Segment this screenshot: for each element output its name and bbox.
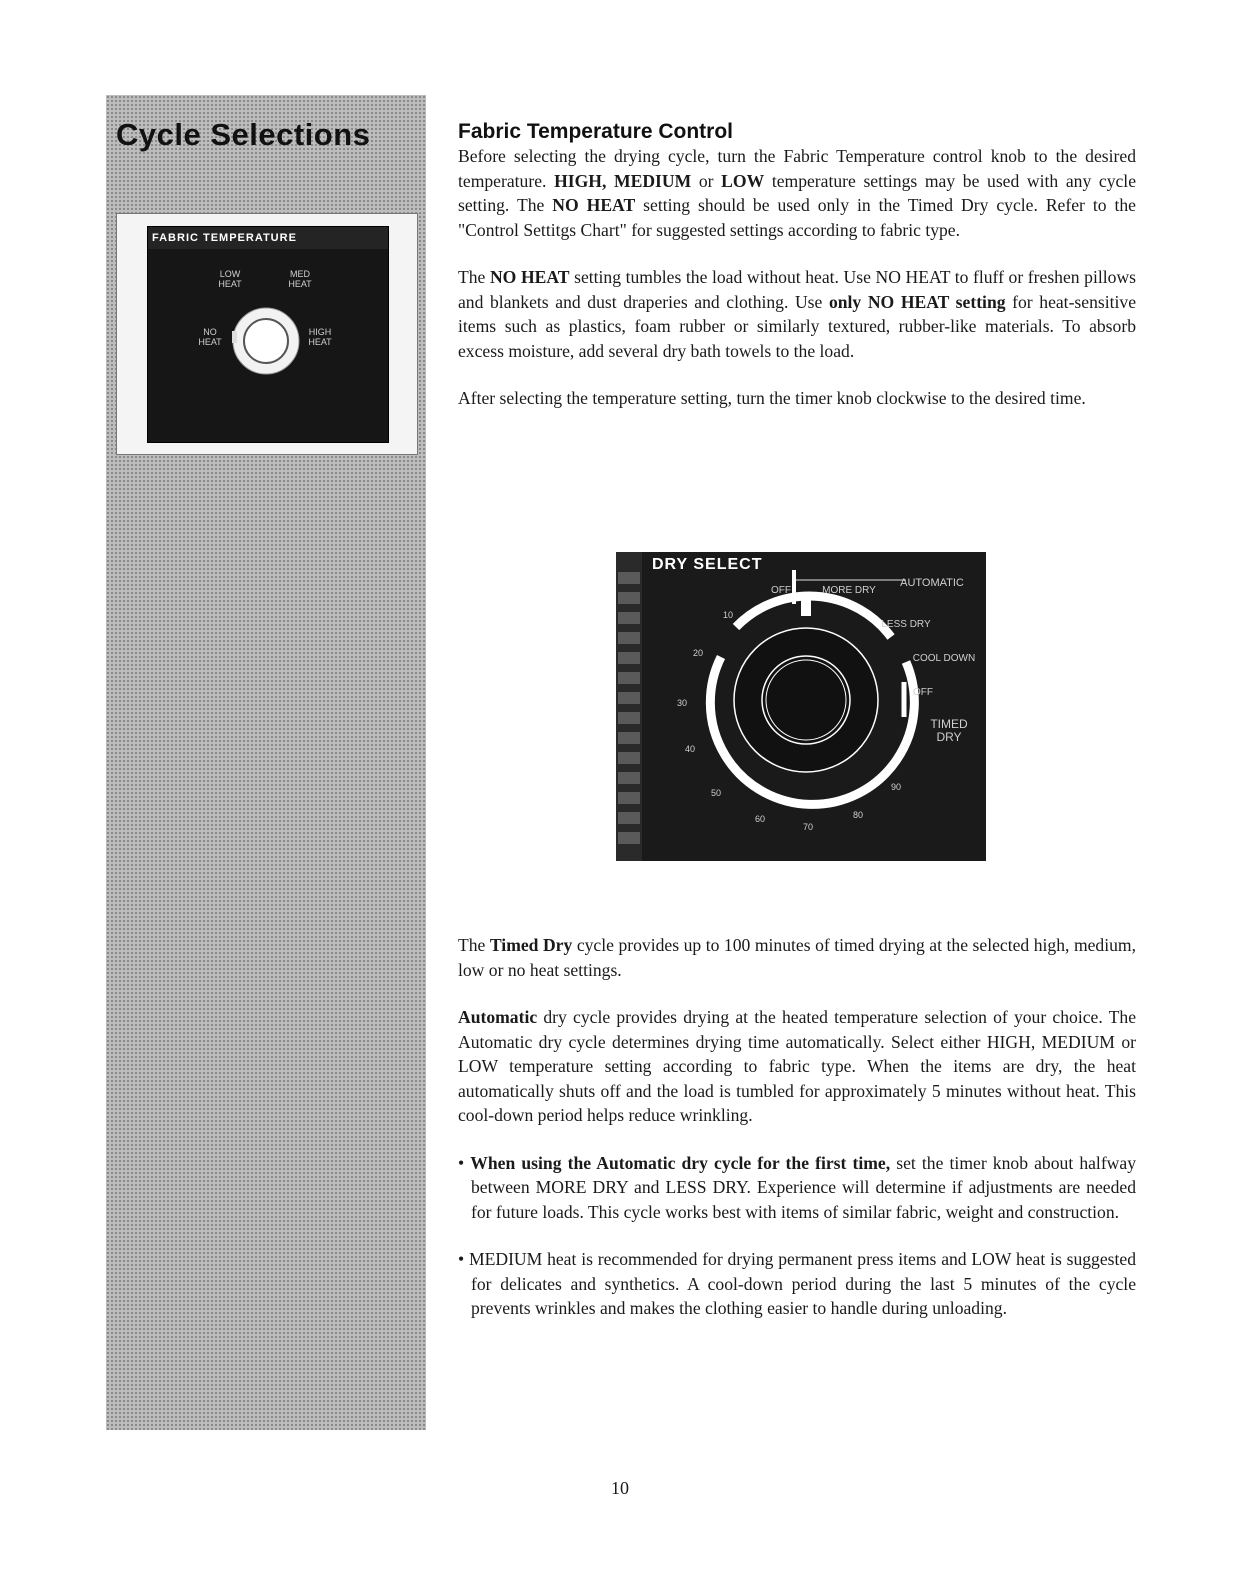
fabric-temperature-illustration [116, 213, 418, 455]
dial-less-dry: LESS DRY [881, 619, 931, 630]
dial-tick-80: 80 [852, 810, 863, 820]
knob-med-heat-label: MED HEAT [288, 269, 312, 289]
dial-tick-10: 10 [722, 610, 733, 620]
dial-tick-20: 20 [692, 648, 703, 658]
dry-select-illustration [616, 552, 986, 861]
page-number: 10 [611, 1478, 629, 1498]
dial-tick-30: 30 [676, 698, 687, 708]
knob-no-heat-label: NO HEAT [198, 327, 222, 347]
dial-off-side: OFF [913, 687, 933, 698]
dial-automatic: AUTOMATIC [900, 577, 964, 589]
dial-tick-70: 70 [802, 822, 813, 832]
bullet-medium-heat: • MEDIUM heat is recommended for drying permanent press items and LOW heat is suggested for delicates and synthetics. A cool-down period during the last 5 minutes of the cycle prevents wrinkles and makes the clothing easier to handle during unloading. [458, 1249, 1136, 1318]
dial-tick-40: 40 [684, 744, 695, 754]
knob-low-heat-label: LOW HEAT [218, 269, 242, 289]
dial-off-top: OFF [771, 585, 791, 596]
dial-timed-dry: TIMED DRY [930, 717, 968, 744]
section-heading: Fabric Temperature Control [458, 120, 733, 143]
dry-select-title: DRY SELECT [652, 556, 763, 573]
dial-tick-50: 50 [710, 788, 721, 798]
lower-content [458, 933, 1136, 1344]
temperature-knob-icon [230, 305, 302, 377]
paragraph-timed-dry: The Timed Dry cycle provides up to 100 minutes of timed drying at the selected high, medium, low or no heat settings. [458, 935, 1137, 980]
dial-more-dry: MORE DRY [822, 585, 876, 596]
fabric-temperature-panel [147, 226, 389, 443]
dial-tick-60: 60 [754, 814, 765, 824]
paragraph-no-heat: The NO HEAT setting tumbles the load without heat. Use NO HEAT to fluff or freshen pillows and blankets and dust draperies and clothing. Use only NO HEAT setting for heat-sensitive items such as plastics, foam rubber or similarly textured, rubber-like materials. To absorb excess moisture, add several dry bath towels to the load. [458, 267, 1136, 361]
paragraph-fabric-temperature: Before selecting the drying cycle, turn the Fabric Temperature control knob to the desired temperature. HIGH, MEDIUM or LOW temperature settings may be used with any cycle setting. The NO HEAT setting should be used only in the Timed Dry cycle. Refer to the "Control Settitgs Chart" for suggested settings according to fabric type. [458, 146, 1137, 240]
sidebar-title: Cycle Selections [116, 117, 371, 152]
paragraph-automatic: Automatic dry cycle provides drying at the heated temperature selection of your choice. The Automatic dry cycle determines drying time automatically. Select either HIGH, MEDIUM or LOW temperature setting according to fabric type. When the items are dry, the heat automatically shuts off and the load is tumbled for approximately 5 minutes without heat. This cool-down period helps reduce wrinkling. [458, 1007, 1136, 1125]
paragraph-timer: After selecting the temperature setting, turn the timer knob clockwise to the desired time. [458, 388, 1086, 408]
sidebar-panel [106, 95, 426, 1430]
dial-tick-90: 90 [890, 782, 901, 792]
fabric-temperature-label: FABRIC TEMPERATURE [148, 227, 388, 249]
dial-cool-down: COOL DOWN [912, 653, 976, 664]
bullet-first-time: • When using the Automatic dry cycle for the first time, set the timer knob about halfway between MORE DRY and LESS DRY. Experience will determine if adjustments are needed for future loads. This cycle works best with items of similar fabric, weight and construction. [458, 1152, 1136, 1222]
knob-high-heat-label: HIGH HEAT [308, 327, 332, 347]
main-content [458, 120, 1136, 434]
